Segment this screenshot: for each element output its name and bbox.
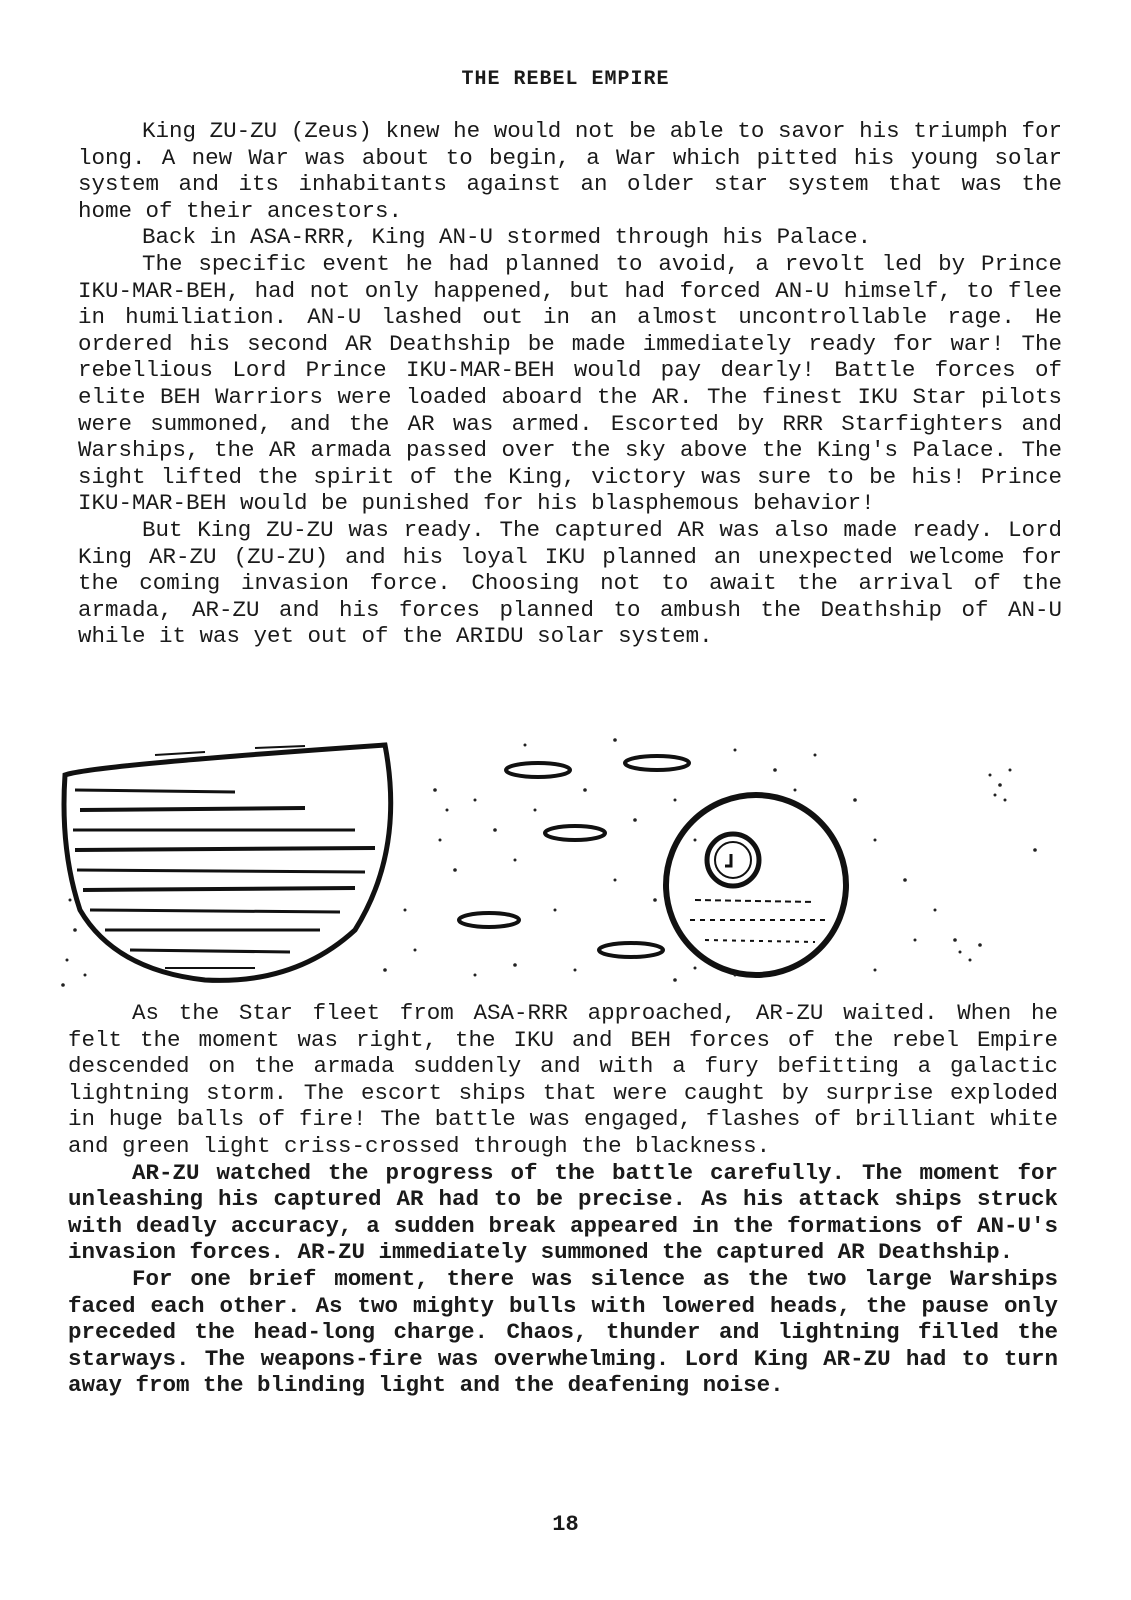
page-number: 18 (552, 1512, 579, 1537)
starships (459, 756, 689, 957)
space-battle-illustration (55, 730, 1055, 1000)
page-title: THE REBEL EMPIRE (461, 68, 670, 91)
paragraph: For one brief moment, there was silence as the two large Warships faced each other. As two mighty bulls with lowered heads, the pause only preceded the head-long charge. Chaos, thunder and lightning filled the starways. The weapons-fire was overwhelming. Lord King AR-ZU had to turn away from the blinding light and the deafening noise. (68, 1265, 1058, 1399)
paragraph: AR-ZU watched the progress of the battle carefully. The moment for unleashing his captured AR had to be precise. As his attack ships struck with deadly accuracy, a sudden break appeared in the formations of AN-U's invasion forces. AR-ZU immediately summoned the captured AR Deathship. (68, 1159, 1058, 1266)
deathship-sphere (666, 795, 846, 975)
paragraph: The specific event he had planned to avoid, a revolt led by Prince IKU-MAR-BEH, had not only happened, but had forced AN-U himself, to flee in humiliation. AN-U lashed out in an almost uncontrollable rage. He ordered his second AR Deathship be made immediately ready for war! The rebellious Lord Prince IKU-MAR-BEH would pay dearly! Battle forces of elite BEH Warriors were loaded aboard the AR. The finest IKU Star pilots were summoned, and the AR was armed. Escorted by RRR Starfighters and Warships, the AR armada passed over the sky above the King's Palace. The sight lifted the spirit of the King, victory was sure to be his! Prince IKU-MAR-BEH would be punished for his blasphemous behavior! (78, 250, 1062, 517)
paragraph: King ZU-ZU (Zeus) knew he would not be able to savor his triumph for long. A new War was about to begin, a War which pitted his young solar system and its inhabitants against an older star system that was the home of their ancestors. (78, 118, 1062, 224)
text-block-lower (68, 1000, 1058, 1399)
paragraph: As the Star fleet from ASA-RRR approached, AR-ZU waited. When he felt the moment was right, the IKU and BEH forces of the rebel Empire descended on the armada suddenly and with a fury befitting a galactic lightning storm. The escort ships that were caught by surprise exploded in huge balls of fire! The battle was engaged, flashes of brilliant white and green light criss-crossed through the blackness. (68, 1000, 1058, 1159)
striped-planet (64, 745, 391, 980)
paragraph: But King ZU-ZU was ready. The captured AR was also made ready. Lord King AR-ZU (ZU-ZU) and his loyal IKU planned an unexpected welcome for the coming invasion force. Choosing not to await the arrival of the armada, AR-ZU and his forces planned to ambush the Deathship of AN-U while it was yet out of the ARIDU solar system. (78, 516, 1062, 650)
paragraph: Back in ASA-RRR, King AN-U stormed through his Palace. (142, 224, 872, 251)
text-block-upper (78, 118, 1062, 650)
